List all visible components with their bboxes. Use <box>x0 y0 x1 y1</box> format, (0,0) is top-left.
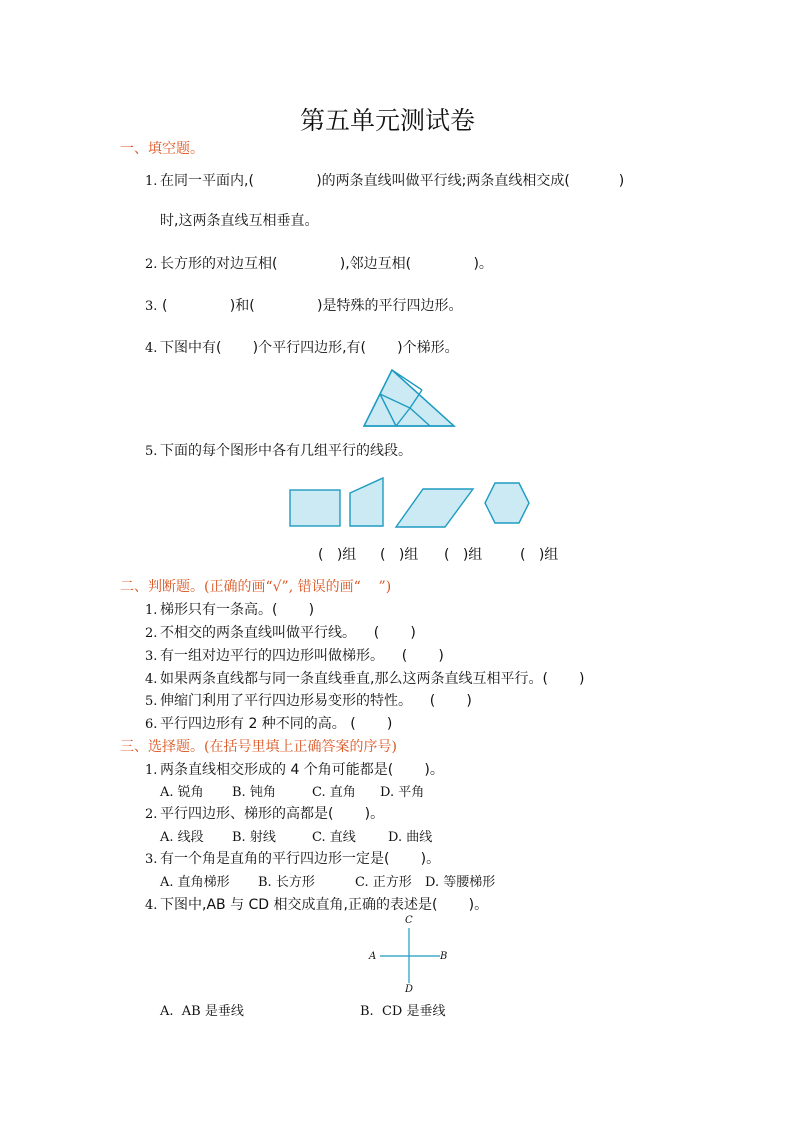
choice-4-text: 下图中,AB 与 CD 相交成直角,正确的表述是( )。 <box>160 897 489 913</box>
choice-2-option-d: D. 曲线 <box>388 830 433 845</box>
q3-text: ( )和( )是特殊的平行四边形。 <box>162 298 463 314</box>
choice-3-option-c: C. 正方形 <box>355 875 412 890</box>
choice-2-text: 平行四边形、梯形的高都是( )。 <box>160 806 385 822</box>
judge-5-number: 5. <box>145 694 158 709</box>
section-2-heading: 二、判断题。(正确的画“√”, 错误的画“ ”) <box>120 579 392 595</box>
q5-answer-4: ( )组 <box>520 547 559 563</box>
q5-answer-1: ( )组 <box>318 547 357 563</box>
choice-2-option-c: C. 直线 <box>312 830 356 845</box>
q2-number: 2. <box>145 257 158 272</box>
choice-1-option-d: D. 平角 <box>380 785 425 800</box>
choice-4-option-a: A. AB 是垂线 <box>160 1004 244 1019</box>
choice-2-number: 2. <box>145 807 158 822</box>
point-label-a: A <box>369 951 377 962</box>
q3-number: 3. <box>145 299 158 314</box>
choice-4-option-b: B. CD 是垂线 <box>360 1004 446 1019</box>
q5-rectangle-shape <box>289 489 341 527</box>
q4-number: 4. <box>145 341 158 356</box>
judge-4-text: 如果两条直线都与同一条直线垂直,那么这两条直线互相平行。( ) <box>160 671 585 687</box>
choice-3-text: 有一个角是直角的平行四边形一定是( )。 <box>160 851 441 867</box>
choice-1-number: 1. <box>145 763 158 778</box>
choice-1-option-b: B. 钝角 <box>232 785 276 800</box>
judge-3-number: 3. <box>145 649 158 664</box>
q5-answer-2: ( )组 <box>380 547 419 563</box>
q5-answer-3: ( )组 <box>444 547 483 563</box>
section-1-heading: 一、填空题。 <box>120 141 204 157</box>
judge-1-number: 1. <box>145 603 158 618</box>
section-3-heading: 三、选择题。(在括号里填上正确答案的序号) <box>120 739 397 755</box>
judge-6-number: 6. <box>145 717 158 732</box>
q1-text-line2: 时,这两条直线互相垂直。 <box>160 213 319 229</box>
judge-5-text: 伸缩门利用了平行四边形易变形的特性。 ( ) <box>160 693 472 709</box>
choice-1-text: 两条直线相交形成的 4 个角可能都是( )。 <box>160 762 444 778</box>
point-label-b: B <box>440 951 448 962</box>
q1-text-line1: 在同一平面内,( )的两条直线叫做平行线;两条直线相交成( ) <box>160 173 625 189</box>
judge-6-text: 平行四边形有 2 种不同的高。 ( ) <box>160 716 393 732</box>
choice-2-option-b: B. 射线 <box>232 830 276 845</box>
q5-trapezoid-shape <box>349 477 385 527</box>
choice-2-option-a: A. 线段 <box>160 830 204 845</box>
judge-2-text: 不相交的两条直线叫做平行线。 ( ) <box>160 625 416 641</box>
q2-text: 长方形的对边互相( ),邻边互相( )。 <box>160 256 493 272</box>
judge-4-number: 4. <box>145 672 158 687</box>
point-label-d: D <box>405 984 414 995</box>
judge-2-number: 2. <box>145 626 158 641</box>
q4-text: 下图中有( )个平行四边形,有( )个梯形。 <box>160 340 459 356</box>
choice-1-option-a: A. 锐角 <box>160 785 204 800</box>
choice-3-option-d: D. 等腰梯形 <box>425 875 496 890</box>
q4-triangle-figure <box>362 368 462 430</box>
judge-3-text: 有一组对边平行的四边形叫做梯形。 ( ) <box>160 648 444 664</box>
q5-hexagon-shape <box>483 482 531 524</box>
q1-number: 1. <box>145 174 158 189</box>
point-label-c: C <box>405 915 413 926</box>
q5-text: 下面的每个图形中各有几组平行的线段。 <box>160 443 412 459</box>
q5-parallelogram-shape <box>395 488 475 528</box>
choice-4-number: 4. <box>145 898 158 913</box>
choice-3-number: 3. <box>145 852 158 867</box>
choice-3-option-b: B. 长方形 <box>258 875 315 890</box>
choice-3-option-a: A. 直角梯形 <box>160 875 230 890</box>
judge-1-text: 梯形只有一条高。( ) <box>160 602 315 618</box>
choice-1-option-c: C. 直角 <box>312 785 356 800</box>
q5-number: 5. <box>145 444 158 459</box>
page-title: 第五单元测试卷 <box>300 106 476 135</box>
